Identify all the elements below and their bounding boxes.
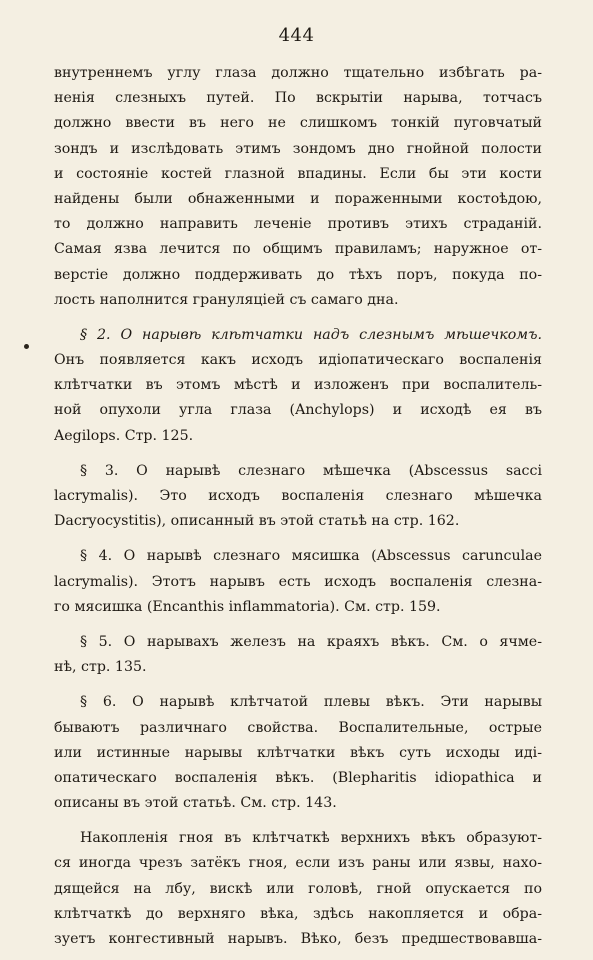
text-line: и состояніе костей глазной впадины. Если бы эти кости bbox=[54, 165, 542, 182]
section-heading: § 6. О нарывѣ клѣтчатой плевы вѣкъ. Эти нарывы bbox=[80, 694, 542, 711]
text-line: Накопленія гноя въ клѣтчаткѣ верхнихъ вѣкъ образуют- bbox=[80, 830, 542, 847]
paragraph-gap bbox=[54, 534, 542, 544]
text-line: lacrymalis). Это исходъ воспаленія слезнаго мѣшечка bbox=[54, 488, 542, 504]
text-line: клѣтчаткѣ до верхняго вѣка, здѣсь накопляется и обра- bbox=[54, 905, 542, 922]
text-line: зондъ и изслѣдовать этимъ зондомъ дно гнойной полости bbox=[54, 140, 542, 157]
text-line: ся иногда чрезъ затёкъ гноя, если изъ раны или язвы, нахо- bbox=[54, 855, 542, 872]
paragraph-4 bbox=[54, 544, 542, 620]
text-line: нѣ, стр. 135. bbox=[54, 659, 147, 676]
text-line: Онъ появляется какъ исходъ идіопатическаго воспаленія bbox=[54, 352, 542, 369]
paragraph-gap bbox=[54, 620, 542, 630]
text-line: лость наполнится грануляціей съ самаго дна. bbox=[54, 291, 399, 308]
text-line: описаны въ этой статьѣ. См. стр. 143. bbox=[54, 795, 337, 812]
section-heading: § 2. О нарывѣ клѣтчатки надъ слезнымъ мѣшечкомъ. bbox=[80, 326, 542, 343]
text-line: дящейся на лбу, вискѣ или головѣ, гной опускается по bbox=[54, 880, 542, 897]
text-line: опатическаго воспаленія вѣкъ. (Blepharitis idiopathica и bbox=[54, 769, 542, 786]
text-line: Dacryocystitis), описанный въ этой статьѣ на стр. 162. bbox=[54, 513, 460, 530]
paragraph-6 bbox=[54, 690, 542, 816]
paragraph-gap bbox=[54, 313, 542, 323]
text-line: го мясишка (Encanthis inflammatoria). См. стр. 159. bbox=[54, 598, 441, 615]
section-heading: § 5. О нарывахъ железъ на краяхъ вѣкъ. См. о ячме- bbox=[80, 633, 542, 650]
paragraph-gap bbox=[54, 816, 542, 826]
text-line: или истинные нарывы клѣтчатки вѣкъ суть исходы иді- bbox=[54, 744, 542, 761]
margin-mark bbox=[24, 344, 29, 349]
text-line: Самая язва лечится по общимъ правиламъ; наружное от- bbox=[54, 241, 542, 258]
paragraph-3 bbox=[54, 459, 542, 535]
paragraph-2 bbox=[54, 323, 542, 449]
page-number: 444 bbox=[278, 25, 315, 46]
paragraph-1 bbox=[54, 61, 542, 313]
paragraph-5 bbox=[54, 630, 542, 680]
paragraph-gap bbox=[54, 680, 542, 690]
text-line: ненія слезныхъ путей. По вскрытіи нарыва, тотчасъ bbox=[54, 90, 542, 107]
text-line: ной опухоли угла глаза (Anchylops) и исходѣ ея въ bbox=[54, 402, 542, 419]
section-heading: § 3. О нарывѣ слезнаго мѣшечка (Abscessus sacci bbox=[80, 462, 542, 479]
text-block bbox=[54, 61, 542, 952]
text-line: Aegilops. Стр. 125. bbox=[54, 427, 194, 444]
section-heading: § 4. О нарывѣ слезнаго мясишка (Abscessus carunculae bbox=[80, 548, 542, 565]
text-line: то должно направить леченіе противъ этихъ страданій. bbox=[54, 216, 542, 233]
text-line: внутреннемъ углу глаза должно тщательно избѣгать ра- bbox=[54, 65, 542, 81]
paragraph-7 bbox=[54, 826, 542, 952]
text-line: клѣтчатки въ этомъ мѣстѣ и изложенъ при воспалитель- bbox=[54, 377, 542, 394]
text-line: верстіе должно поддерживать до тѣхъ поръ, покуда по- bbox=[54, 266, 542, 283]
text-line: lacrymalis). Этотъ нарывъ есть исходъ воспаленія слезна- bbox=[54, 573, 542, 590]
text-line: должно ввести въ него не слишкомъ тонкій пуговчатый bbox=[54, 115, 542, 132]
text-line: бываютъ различнаго свойства. Воспалительные, острые bbox=[54, 719, 542, 736]
paragraph-gap bbox=[54, 449, 542, 459]
text-line: найдены были обнаженными и пораженными костоѣдою, bbox=[54, 190, 542, 207]
text-line: зуетъ конгестивный нарывъ. Вѣко, безъ предшествовавша- bbox=[54, 931, 542, 947]
